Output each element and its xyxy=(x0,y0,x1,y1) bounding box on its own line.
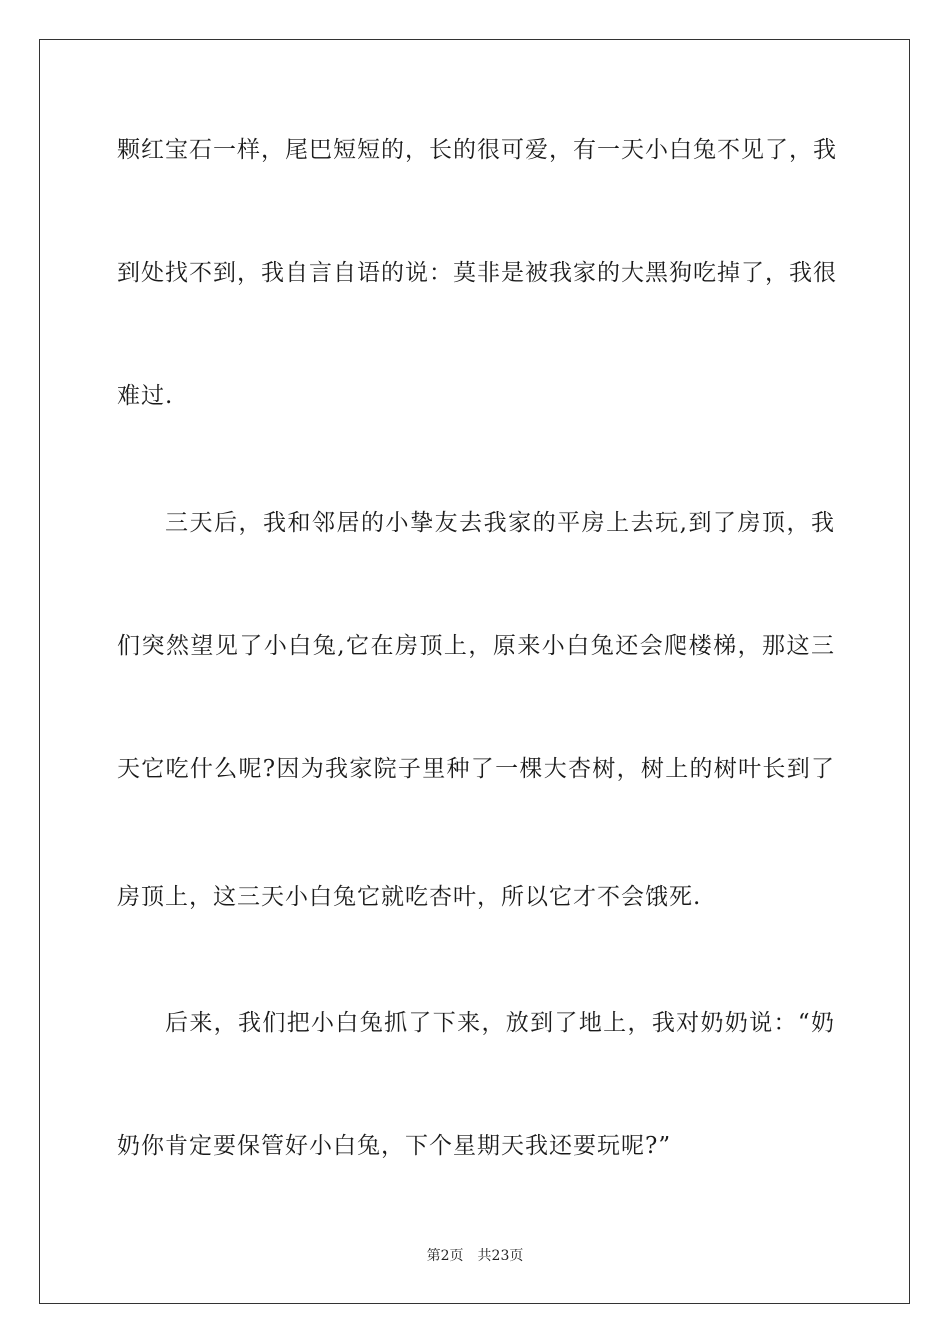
text-line: 房顶上，这三天小白兔它就吃杏叶，所以它才不会饿死. xyxy=(117,884,702,910)
page-footer xyxy=(0,1247,950,1265)
text-line: 奶你肯定要保管好小白兔，下个星期天我还要玩呢?” xyxy=(117,1133,672,1159)
text-line: 天它吃什么呢?因为我家院子里种了一棵大杏树，树上的树叶长到了 xyxy=(117,756,835,782)
text-line: 颗红宝石一样，尾巴短短的，长的很可爱，有一天小白兔不见了，我 xyxy=(117,137,837,163)
text-line: 难过. xyxy=(117,383,174,409)
text-line: 到处找不到，我自言自语的说：莫非是被我家的大黑狗吃掉了，我很 xyxy=(117,260,837,286)
page-number: 第2页 xyxy=(426,1248,464,1264)
page-border xyxy=(39,39,910,1304)
paragraph-start-line: 三天后，我和邻居的小挚友去我家的平房上去玩,到了房顶，我 xyxy=(165,510,835,536)
text-line: 们突然望见了小白兔,它在房顶上，原来小白兔还会爬楼梯，那这三 xyxy=(117,633,835,659)
paragraph-start-line: 后来，我们把小白兔抓了下来，放到了地上，我对奶奶说：“奶 xyxy=(165,1010,835,1036)
total-pages: 共23页 xyxy=(477,1248,524,1264)
